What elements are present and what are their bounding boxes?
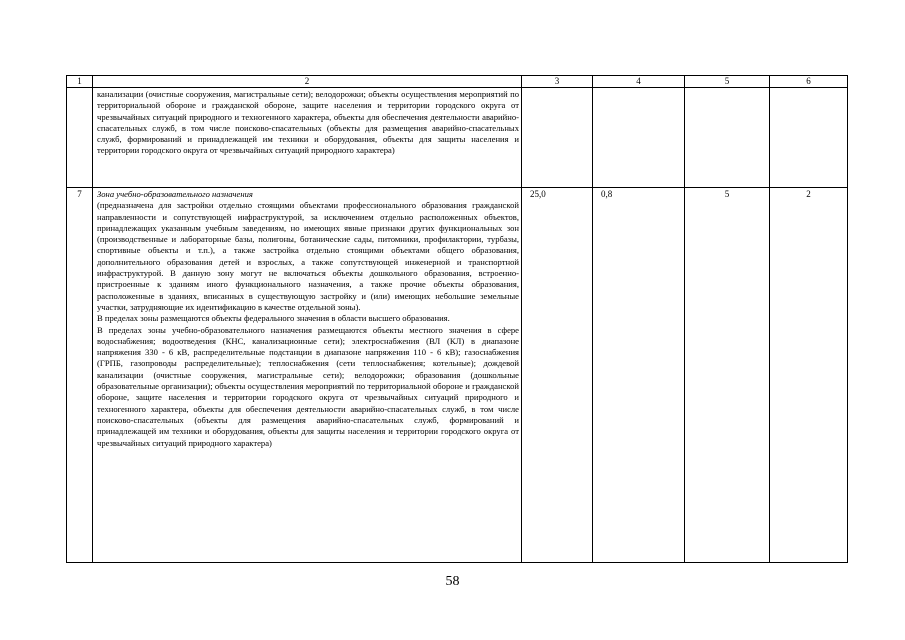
header-cell-2: 2 — [93, 76, 522, 88]
table-row — [67, 188, 848, 563]
header-cell-1: 1 — [67, 76, 93, 88]
value-col-6: 2 — [806, 189, 811, 199]
table-row — [67, 88, 848, 188]
value-col-5: 5 — [724, 189, 730, 199]
row-number-cell — [67, 188, 93, 563]
row-number-cell — [67, 88, 93, 188]
value-cell-6 — [770, 88, 848, 188]
value-cell-4 — [593, 188, 685, 563]
zones-table — [66, 75, 848, 563]
value-col-3: 25,0 — [530, 189, 546, 199]
description-cell — [93, 88, 522, 188]
federal-objects-paragraph: В пределах зоны размещаются объекты федерального значения в области высшего образования. — [97, 313, 450, 324]
local-objects-paragraph: В пределах зоны учебно-образовательного назначения размещаются объекты местного значения в сфере водоснабжения; водоотведения (КНС, канализационные сети); электроснабжения (ВЛ (КЛ) в диапазоне напряжения 330 - 6 кВ, распределительные подстанции в диапазоне напряжения 110 - 6 кВ); газоснабжения (ГРПБ, газопроводы распределительные); теплоснабжения (сети теплоснабжения; котельные); дождевой канализации (очистные сооружения, магистральные сети); велодорожки; образования (дошкольные образовательные организации); объекты осуществления мероприятий по территориальной обороне и гражданской обороне, защите населения и территории городского округа от чрезвычайных ситуаций природного и техногенного характера, объекты для обеспечения деятельности аварийно-спасательных служб, в том числе поисково-спасательных (объекты для размещения аварийно-спасательных служб, формирований и принадлежащей им техники и оборудования, объекты для защиты населения и территории городского округа от чрезвычайных ситуаций природного характера) — [97, 324, 519, 448]
table-header-row — [67, 76, 848, 88]
continued-description: канализации (очистные сооружения, магистральные сети); велодорожки; объекты осуществления мероприятий по территориальной обороне и гражданской обороне, защите населения и территории городского округа от чрезвычайных ситуаций природного и техногенного характера, объекты для обеспечения деятельности аварийно-спасательных служб, в том числе поисково-спасательных (объекты для размещения аварийно-спасательных служб, формирований и принадлежащей им техники и оборудования, объекты для защиты населения и территории городского округа от чрезвычайных ситуаций природного характера) — [97, 89, 519, 156]
value-col-4: 0,8 — [601, 189, 613, 199]
value-cell-6 — [770, 188, 848, 563]
zone-purpose-paragraph: (предназначена для застройки отдельно стоящими объектами профессионального образования гражданской направленности и сопутствующей инфраструктурой, за исключением отдельно расположенных объектов, принадлежащих указанным учебным заведениям, но имеющих явные признаки других функциональных зон (производственные и лабораторные базы, полигоны, ботанические сады, питомники, профилактории, турбазы, спортивные объекты и т.п.), а также застройка отдельно стоящими объектами общего образования, дополнительного образования детей и взрослых, а также сопутствующей инженерной и транспортной инфраструктурой. В данную зону могут не включаться объекты дошкольного образования, встроенно-пристроенные к зданиям иного функционального назначения, а также прочие объекты образования, расположенные в зданиях, вписанных в существующую застройку и (или) имеющих небольшие земельные участки, затрудняющие их идентификацию в качестве отдельной зоны). — [97, 200, 519, 312]
header-cell-3: 3 — [522, 76, 593, 88]
header-cell-5: 5 — [685, 76, 770, 88]
value-cell-5 — [685, 188, 770, 563]
page-number: 58 — [445, 574, 460, 589]
header-cell-6: 6 — [770, 76, 848, 88]
description-cell — [93, 188, 522, 563]
header-cell-4: 4 — [593, 76, 685, 88]
value-cell-5 — [685, 88, 770, 188]
value-cell-3 — [522, 88, 593, 188]
row-number: 7 — [77, 189, 82, 199]
zone-title: Зона учебно-образовательного назначения — [97, 189, 253, 199]
value-cell-3 — [522, 188, 593, 563]
value-cell-4 — [593, 88, 685, 188]
